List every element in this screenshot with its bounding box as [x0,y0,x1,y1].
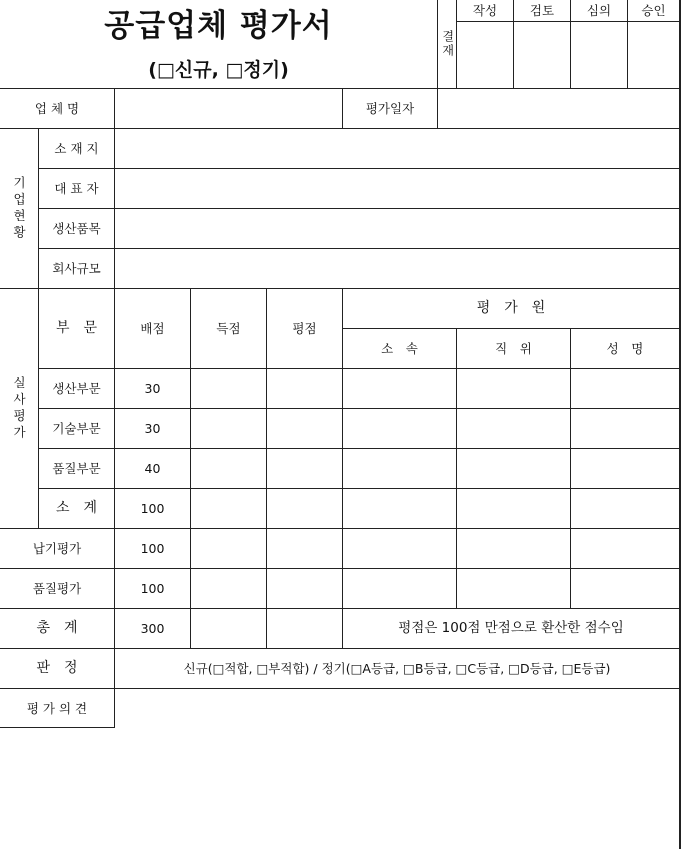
approval-sign-deliberate[interactable] [571,22,628,88]
representative-label: 대 표 자 [39,168,115,208]
products-field[interactable] [115,208,679,248]
evaluator-affiliation-field[interactable] [343,528,457,568]
products-label: 생산품목 [39,208,115,248]
delivery-eval-rating-field[interactable] [267,528,343,568]
technology-score-field[interactable] [191,408,267,448]
score-header: 득점 [191,288,267,368]
evaluator-affiliation-field[interactable] [343,488,457,528]
judgment-options[interactable]: 신규(□적합, □부적합) / 정기(□A등급, □B등급, □C등급, □D등급, □E등급) [115,648,679,688]
subtotal-score-field[interactable] [191,488,267,528]
rating-header: 평점 [267,288,343,368]
evaluator-affiliation-field[interactable] [343,568,457,608]
approval-col-deliberate: 심의 [571,0,628,22]
company-status-section-label: 기업현황 [0,128,39,288]
subtotal-label: 소 계 [39,488,115,528]
quality-eval-label: 품질평가 [0,568,115,608]
production-dept-label: 생산부문 [39,368,115,408]
production-allocation: 30 [115,368,191,408]
quality-eval-score-field[interactable] [191,568,267,608]
approval-col-approve: 승인 [628,0,679,22]
company-name-label: 업 체 명 [0,88,115,128]
subtotal-allocation: 100 [115,488,191,528]
company-name-field[interactable] [115,88,343,128]
delivery-eval-label: 납기평가 [0,528,115,568]
total-allocation: 300 [115,608,191,648]
allocation-header: 배점 [115,288,191,368]
judgment-label: 판 정 [0,648,115,688]
evaluator-name-field[interactable] [571,448,679,488]
address-label: 소 재 지 [39,128,115,168]
evaluator-position-field[interactable] [457,408,571,448]
production-rating-field[interactable] [267,368,343,408]
evaluator-name-field[interactable] [571,368,679,408]
name-header: 성 명 [571,328,679,368]
delivery-eval-score-field[interactable] [191,528,267,568]
evaluator-position-field[interactable] [457,448,571,488]
total-note: 평점은 100점 만점으로 환산한 점수임 [343,608,679,648]
opinion-label: 평 가 의 견 [0,688,115,728]
evaluator-header: 평 가 원 [343,288,679,328]
technology-rating-field[interactable] [267,408,343,448]
evaluator-name-field[interactable] [571,408,679,448]
evaluator-affiliation-field[interactable] [343,408,457,448]
evaluator-position-field[interactable] [457,368,571,408]
evaluation-date-field[interactable] [438,88,679,128]
technology-allocation: 30 [115,408,191,448]
representative-field[interactable] [115,168,679,208]
page-right-border [679,0,681,849]
evaluator-name-field[interactable] [571,488,679,528]
evaluator-affiliation-field[interactable] [343,448,457,488]
quality-dept-label: 품질부문 [39,448,115,488]
company-size-label: 회사규모 [39,248,115,288]
onsite-evaluation-section-label: 실사평가 [0,288,39,528]
affiliation-header: 소 속 [343,328,457,368]
quality-eval-rating-field[interactable] [267,568,343,608]
evaluation-date-label: 평가일자 [343,88,438,128]
quality-eval-allocation: 100 [115,568,191,608]
production-score-field[interactable] [191,368,267,408]
quality-score-field[interactable] [191,448,267,488]
evaluator-position-field[interactable] [457,568,571,608]
total-label: 총 계 [0,608,115,648]
quality-rating-field[interactable] [267,448,343,488]
total-score-field[interactable] [191,608,267,648]
approval-sign-review[interactable] [514,22,571,88]
quality-allocation: 40 [115,448,191,488]
company-size-field[interactable] [115,248,679,288]
page-subtitle: (□신규, □정기) [148,58,289,81]
approval-sign-write[interactable] [457,22,514,88]
total-rating-field[interactable] [267,608,343,648]
opinion-field[interactable] [115,688,679,728]
technology-dept-label: 기술부문 [39,408,115,448]
dept-header: 부 문 [39,288,115,368]
approval-sign-approve[interactable] [628,22,679,88]
evaluator-position-field[interactable] [457,528,571,568]
subtotal-rating-field[interactable] [267,488,343,528]
approval-label: 결재 [437,0,457,88]
evaluator-name-field[interactable] [571,568,679,608]
delivery-eval-allocation: 100 [115,528,191,568]
evaluator-position-field[interactable] [457,488,571,528]
evaluator-name-field[interactable] [571,528,679,568]
approval-col-write: 작성 [457,0,514,22]
evaluator-affiliation-field[interactable] [343,368,457,408]
page-title: 공급업체 평가서 [104,8,333,45]
position-header: 직 위 [457,328,571,368]
approval-col-review: 검토 [514,0,571,22]
address-field[interactable] [115,128,679,168]
